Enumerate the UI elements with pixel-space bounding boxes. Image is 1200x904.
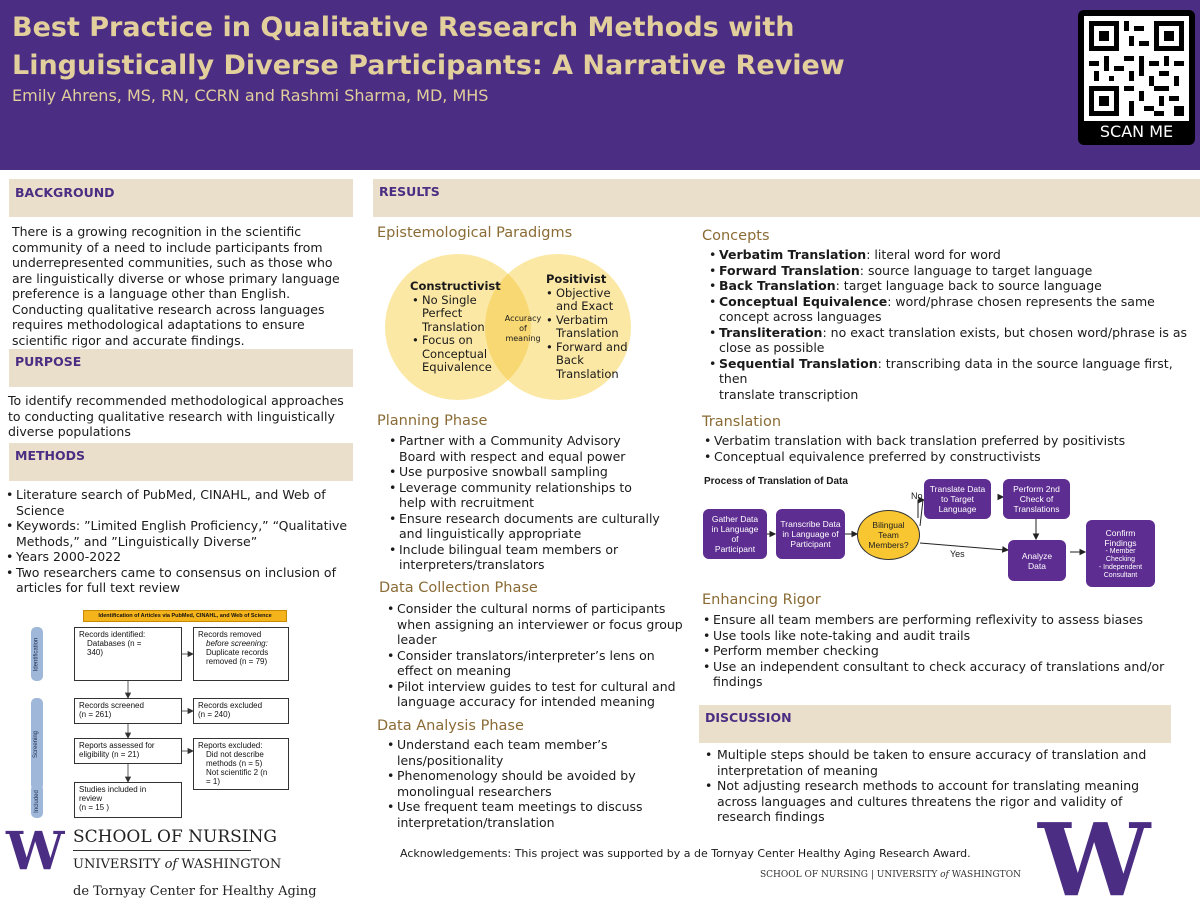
prisma-stage-identification: Identification — [31, 627, 43, 681]
constructivist-item: • No Single Perfect Translation — [412, 294, 501, 335]
process-line: Checking — [1105, 555, 1136, 563]
background-line: preference is a language other than English. — [12, 286, 291, 301]
process-gather-data — [703, 509, 767, 559]
methods-item: • Two researchers came to consensus on inclusion of articles for full text review — [6, 565, 356, 596]
process-line: - Independent — [1098, 563, 1143, 571]
background-heading: BACKGROUND — [9, 179, 353, 217]
background-body — [12, 224, 356, 348]
prisma-reports-assessed: Reports assessed for eligibility (n = 21) — [74, 738, 182, 764]
concept-item: • Conceptual Equivalence: word/phrase chosen represents the same concept across languages — [709, 294, 1194, 325]
background-line: underrepresented communities, such as those who — [12, 255, 333, 270]
data-analysis-heading: Data Analysis Phase — [377, 718, 524, 734]
prisma-records-screened: Records screened (n = 261) — [74, 698, 182, 724]
uw-w-logo-icon: W — [6, 821, 65, 882]
prisma-reports-excluded: Reports excluded: Did not describe methods (n = 5) Not scientific 2 (n = 1) — [193, 738, 289, 790]
prisma-arrows — [28, 610, 358, 825]
background-line: Conducting qualitative research across languages — [12, 301, 325, 317]
venn-constructivist — [410, 280, 501, 375]
rigor-item: • Ensure all team members are performing reflexivity to assess biases — [703, 612, 1193, 628]
logo-divider — [73, 850, 251, 851]
rigor-item: • Perform member checking — [703, 643, 1193, 659]
background-line: There is a growing recognition in the scientific — [12, 224, 302, 239]
rigor-item: • Use tools like note-taking and audit trails — [703, 628, 1193, 644]
methods-item: • Literature search of PubMed, CINAHL, and Web of Science — [6, 487, 356, 518]
overlap-line: meaning — [505, 334, 541, 343]
positivist-item: • Verbatim Translation — [546, 314, 628, 341]
collection-item: • Consider translators/interpreter’s lens on effect on meaning — [387, 648, 697, 679]
purpose-line: To identify recommended methodological approaches — [8, 393, 344, 408]
positivist-title: Positivist — [546, 272, 607, 286]
overlap-line: of — [519, 324, 527, 333]
poster-title-line-1: Best Practice in Qualitative Research Methods with — [12, 12, 795, 43]
concept-item: • Verbatim Translation: literal word for word — [709, 247, 1194, 263]
process-line: to Target — [941, 494, 974, 504]
process-transcribe-data — [776, 509, 845, 559]
enhancing-rigor-heading: Enhancing Rigor — [702, 592, 821, 608]
background-line: community of a need to include participants from — [12, 239, 323, 255]
prisma-studies-included: Studies included in review (n = 15 ) — [74, 782, 182, 818]
analysis-item: • Understand each team member’s lens/positionality — [387, 737, 687, 768]
background-line: requires methodological adaptations to ensure — [12, 317, 305, 332]
translation-item: • Verbatim translation with back translation preferred by positivists — [704, 433, 1184, 449]
discussion-item: • Not adjusting research methods to account for translating meaning across languages and cultures threatens the rigor and validity of research findings — [705, 778, 1175, 825]
epistemological-heading: Epistemological Paradigms — [377, 225, 573, 241]
process-line: Team — [878, 530, 899, 540]
process-analyze-data — [1008, 540, 1066, 581]
process-line: Gather Data — [711, 514, 759, 524]
process-line: in Language of — [782, 529, 839, 539]
background-line: are linguistically diverse or whose primary language — [12, 270, 340, 286]
process-line: Findings — [1104, 537, 1137, 548]
prisma-records-removed: Records removed before screening: Duplicate records removed (n = 79) — [193, 627, 289, 681]
venn-overlap — [504, 314, 542, 344]
process-translate-data — [924, 479, 991, 519]
acknowledgements: Acknowledgements: This project was supported by a de Tornyay Center Healthy Aging Research Award. — [400, 847, 971, 860]
methods-list — [6, 487, 356, 596]
translation-item: • Conceptual equivalence preferred by constructivists — [704, 449, 1184, 465]
positivist-item: • Forward and Back Translation — [546, 341, 628, 382]
prisma-records-excluded: Records excluded (n = 240) — [193, 698, 289, 724]
analysis-item: • Phenomenology should be avoided by monolingual researchers — [387, 768, 687, 799]
process-line: Confirm — [1105, 527, 1136, 538]
process-line: Bilingual — [872, 520, 905, 530]
process-line: Translations — [1013, 504, 1060, 514]
translation-list — [704, 433, 1184, 464]
data-analysis-list — [387, 737, 687, 830]
qr-code-badge[interactable] — [1078, 10, 1195, 145]
data-collection-heading: Data Collection Phase — [379, 580, 538, 596]
process-bilingual-decision — [857, 510, 920, 560]
results-heading: RESULTS — [373, 179, 1200, 217]
concept-item: • Forward Translation: source language to target language — [709, 263, 1194, 279]
prisma-stage-included: Included — [31, 784, 43, 818]
process-line: Language — [938, 504, 977, 514]
prisma-records-identified: Records identified: Databases (n = 340) — [74, 627, 182, 681]
qr-code-icon — [1084, 16, 1189, 121]
process-line: Transcribe Data — [780, 519, 841, 529]
process-line: Participant — [714, 544, 756, 554]
translation-heading: Translation — [702, 414, 782, 430]
positivist-item: • Objective and Exact — [546, 287, 628, 314]
concepts-list — [709, 247, 1194, 402]
process-line: Analyze — [1021, 550, 1053, 561]
process-line: - Member — [1105, 547, 1136, 555]
positivist-list — [546, 287, 628, 382]
process-line: Participant — [790, 539, 831, 549]
process-line: Consultant — [1103, 571, 1138, 579]
planning-list — [389, 433, 689, 573]
enhancing-rigor-list — [703, 612, 1193, 690]
process-confirm-findings — [1086, 520, 1155, 587]
poster-title-line-2: Linguistically Diverse Participants: A Narrative Review — [12, 50, 845, 81]
constructivist-list — [412, 294, 501, 375]
logo-school-of-nursing: SCHOOL OF NURSING — [73, 827, 277, 847]
prisma-stage-screening: Screening — [31, 698, 43, 790]
methods-item: • Years 2000-2022 — [6, 549, 356, 565]
constructivist-item: • Focus on Conceptual Equivalence — [412, 334, 501, 375]
process-line: in Language — [711, 524, 759, 534]
concept-item: • Sequential Translation: transcribing data in the source language first, then translate transcription — [709, 356, 1194, 403]
process-second-check — [1003, 479, 1070, 519]
prisma-flow-diagram — [28, 610, 358, 825]
uw-big-w-logo-icon: W — [1038, 801, 1147, 904]
concept-item: • Back Translation: target language back to source language — [709, 278, 1194, 294]
collection-item: • Consider the cultural norms of participants when assigning an interviewer or focus group leader — [387, 601, 697, 648]
methods-item: • Keywords: ”Limited English Proficiency,” “Qualitative Methods,” and ”Linguistically Diverse” — [6, 518, 356, 549]
discussion-item: • Multiple steps should be taken to ensure accuracy of translation and interpretation of meaning — [705, 747, 1175, 778]
concept-item: • Transliteration: no exact translation exists, but chosen word/phrase is as close as possible — [709, 325, 1194, 356]
planning-item: • Use purposive snowball sampling — [389, 464, 689, 480]
planning-item: • Partner with a Community Advisory Board with respect and equal power — [389, 433, 689, 464]
purpose-line: to conducting qualitative research with linguistically — [8, 408, 335, 424]
venn-positivist — [546, 273, 628, 381]
scan-me-label: SCAN ME — [1099, 122, 1174, 141]
process-line: Perform 2nd — [1013, 484, 1060, 494]
background-line: scientific rigor and accurate findings. — [12, 332, 245, 348]
purpose-body — [8, 393, 358, 440]
process-title: Process of Translation of Data — [704, 476, 848, 487]
process-line: Members? — [868, 540, 909, 550]
process-line: Check of — [1019, 494, 1054, 504]
constructivist-title: Constructivist — [410, 279, 501, 293]
methods-heading: METHODS — [9, 443, 353, 481]
discussion-heading: DISCUSSION — [699, 705, 1171, 743]
purpose-line: diverse populations — [8, 424, 131, 439]
prisma-banner: Identification of Articles via PubMed, CINAHL, and Web of Science — [83, 610, 287, 622]
overlap-line: Accuracy — [504, 314, 542, 323]
purpose-heading: PURPOSE — [9, 349, 353, 387]
planning-item: • Include bilingual team members or interpreters/translators — [389, 542, 689, 573]
process-line: Translate Data — [929, 484, 986, 494]
planning-item: • Leverage community relationships to help with recruitment — [389, 480, 689, 511]
process-no-label: No — [911, 491, 923, 501]
analysis-item: • Use frequent team meetings to discuss interpretation/translation — [387, 799, 687, 830]
planning-heading: Planning Phase — [377, 413, 488, 429]
planning-item: • Ensure research documents are culturally and linguistically appropriate — [389, 511, 689, 542]
collection-item: • Pilot interview guides to test for cultural and language accuracy for intended meaning — [387, 679, 697, 710]
poster-authors: Emily Ahrens, MS, RN, CCRN and Rashmi Sharma, MD, MHS — [12, 86, 489, 105]
footer-right-logo-text: SCHOOL OF NURSING | UNIVERSITY of WASHINGTON — [760, 870, 1021, 880]
process-line: Data — [1028, 560, 1046, 571]
logo-university: UNIVERSITY of WASHINGTON — [73, 857, 282, 872]
process-yes-label: Yes — [950, 549, 965, 559]
logo-center-name: de Tornyay Center for Healthy Aging — [73, 884, 317, 899]
data-collection-list — [387, 601, 697, 710]
rigor-item: • Use an independent consultant to check accuracy of translations and/or findings — [703, 659, 1193, 690]
concepts-heading: Concepts — [702, 228, 770, 244]
process-line: of — [731, 534, 739, 544]
